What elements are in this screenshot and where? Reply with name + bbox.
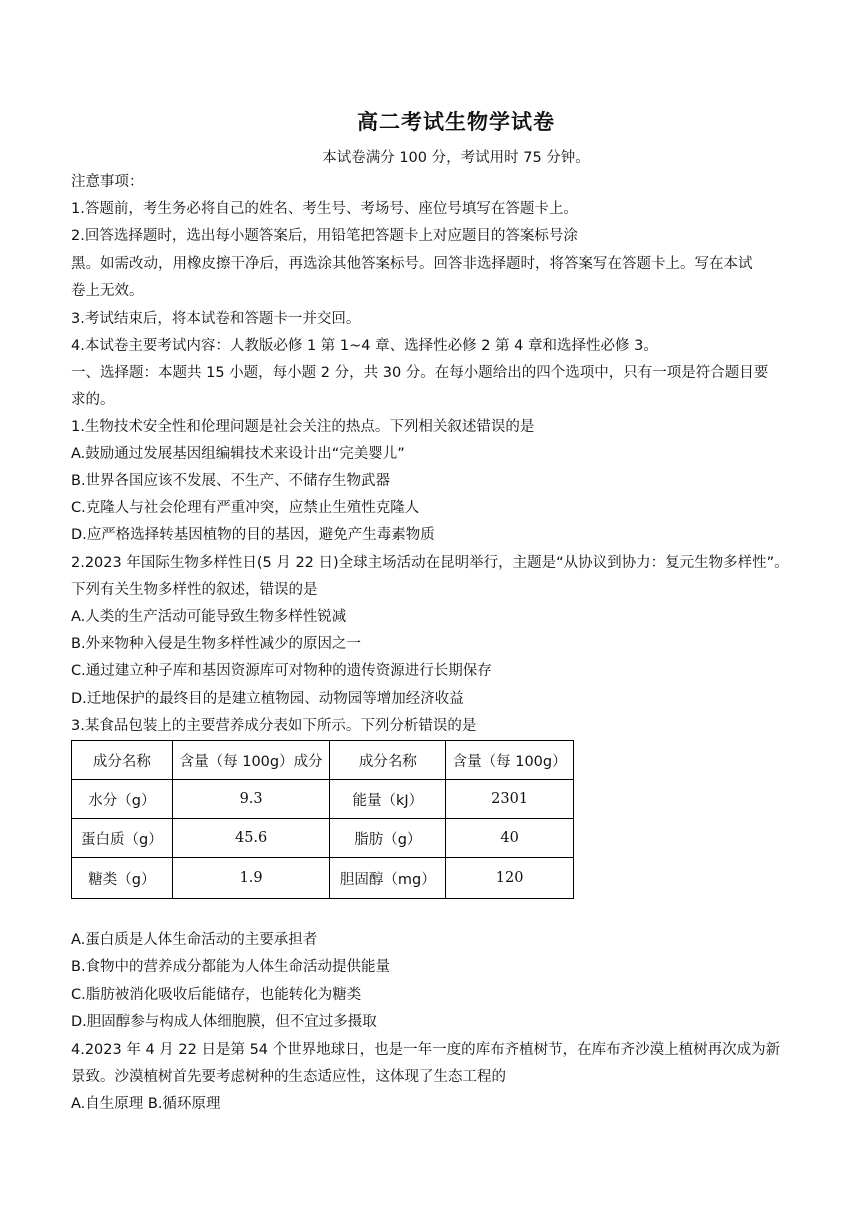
question-2-option-d: D.迁地保护的最终目的是建立植物园、动物园等增加经济收益: [71, 691, 464, 707]
table-header-cell: 成分名称: [330, 741, 446, 780]
exam-subtitle: 本试卷满分 100 分，考试用时 75 分钟。: [322, 150, 590, 166]
question-1-stem: 1.生物技术安全性和伦理问题是社会关注的热点。下列相关叙述错误的是: [71, 419, 535, 435]
table-header-cell: 成分名称: [72, 741, 173, 780]
question-3-option-b: B.食物中的营养成分都能为人体生命活动提供能量: [71, 959, 391, 975]
table-cell: 糖类（g）: [72, 858, 173, 899]
section-1-heading-line-2: 求的。: [71, 392, 115, 408]
table-cell: 水分（g）: [72, 780, 173, 819]
question-1-option-d: D.应严格选择转基因植物的目的基因，避免产生毒素物质: [71, 527, 435, 543]
table-row: [72, 858, 574, 899]
table-cell: 40: [446, 819, 574, 858]
question-3-stem: 3.某食品包装上的主要营养成分表如下所示。下列分析错误的是: [71, 718, 477, 734]
table-cell: 2301: [446, 780, 574, 819]
question-2-stem-line-2: 下列有关生物多样性的叙述，错误的是: [71, 582, 318, 598]
question-4-stem-line-2: 景致。沙漠植树首先要考虑树种的生态适应性，这体现了生态工程的: [71, 1069, 506, 1085]
table-cell: 胆固醇（mg）: [330, 858, 446, 899]
question-4-options: A.自生原理 B.循环原理: [71, 1096, 221, 1112]
table-row: [72, 819, 574, 858]
table-header-cell: 含量（每 100g）成分: [172, 741, 330, 780]
notes-heading: 注意事项：: [71, 174, 144, 190]
question-3-option-d: D.胆固醇参与构成人体细胞膜，但不宜过多摄取: [71, 1014, 377, 1030]
question-2-option-a: A.人类的生产活动可能导致生物多样性锐减: [71, 609, 347, 625]
table-cell: 能量（kJ）: [330, 780, 446, 819]
table-cell: 脂肪（g）: [330, 819, 446, 858]
note-1: 1.答题前，考生务必将自己的姓名、考生号、考场号、座位号填写在答题卡上。: [71, 201, 578, 217]
table-header-row: [72, 741, 574, 780]
table-cell: 9.3: [172, 780, 330, 819]
question-1-option-b: B.世界各国应该不发展、不生产、不储存生物武器: [71, 473, 391, 489]
note-2-line-2: 黑。如需改动，用橡皮擦干净后，再选涂其他答案标号。回答非选择题时，将答案写在答题卡上。写在本试: [71, 256, 753, 272]
note-4: 4.本试卷主要考试内容：人教版必修 1 第 1~4 章、选择性必修 2 第 4 章和选择性必修 3。: [71, 338, 658, 354]
question-1-option-a: A.鼓励通过发展基因组编辑技术来设计出“完美婴儿”: [71, 446, 405, 462]
table-header-cell: 含量（每 100g）: [446, 741, 574, 780]
question-2-stem-line-1: 2.2023 年国际生物多样性日(5 月 22 日)全球主场活动在昆明举行，主题是“从协议到协力：复元生物多样性”。: [71, 555, 789, 571]
question-2-option-b: B.外来物种入侵是生物多样性减少的原因之一: [71, 636, 362, 652]
note-3: 3.考试结束后，将本试卷和答题卡一并交回。: [71, 311, 361, 327]
table-row: [72, 780, 574, 819]
exam-title: 高二考试生物学试卷: [357, 109, 555, 134]
nutrition-table: [71, 740, 574, 899]
note-2-line-1: 2.回答选择题时，选出每小题答案后，用铅笔把答题卡上对应题目的答案标号涂: [71, 228, 578, 244]
question-4-stem-line-1: 4.2023 年 4 月 22 日是第 54 个世界地球日，也是一年一度的库布齐植树节，在库布齐沙漠上植树再次成为新: [71, 1042, 781, 1058]
note-2-line-3: 卷上无效。: [71, 283, 144, 299]
question-1-option-c: C.克隆人与社会伦理有严重冲突，应禁止生殖性克隆人: [71, 500, 420, 516]
question-2-option-c: C.通过建立种子库和基因资源库可对物种的遗传资源进行长期保存: [71, 663, 492, 679]
table-cell: 1.9: [172, 858, 330, 899]
section-1-heading-line-1: 一、选择题：本题共 15 小题，每小题 2 分，共 30 分。在每小题给出的四个选项中，只有一项是符合题目要: [71, 365, 769, 381]
question-3-option-c: C.脂肪被消化吸收后能储存，也能转化为糖类: [71, 987, 362, 1003]
table-cell: 120: [446, 858, 574, 899]
table-cell: 蛋白质（g）: [72, 819, 173, 858]
table-cell: 45.6: [172, 819, 330, 858]
question-3-option-a: A.蛋白质是人体生命活动的主要承担者: [71, 932, 318, 948]
